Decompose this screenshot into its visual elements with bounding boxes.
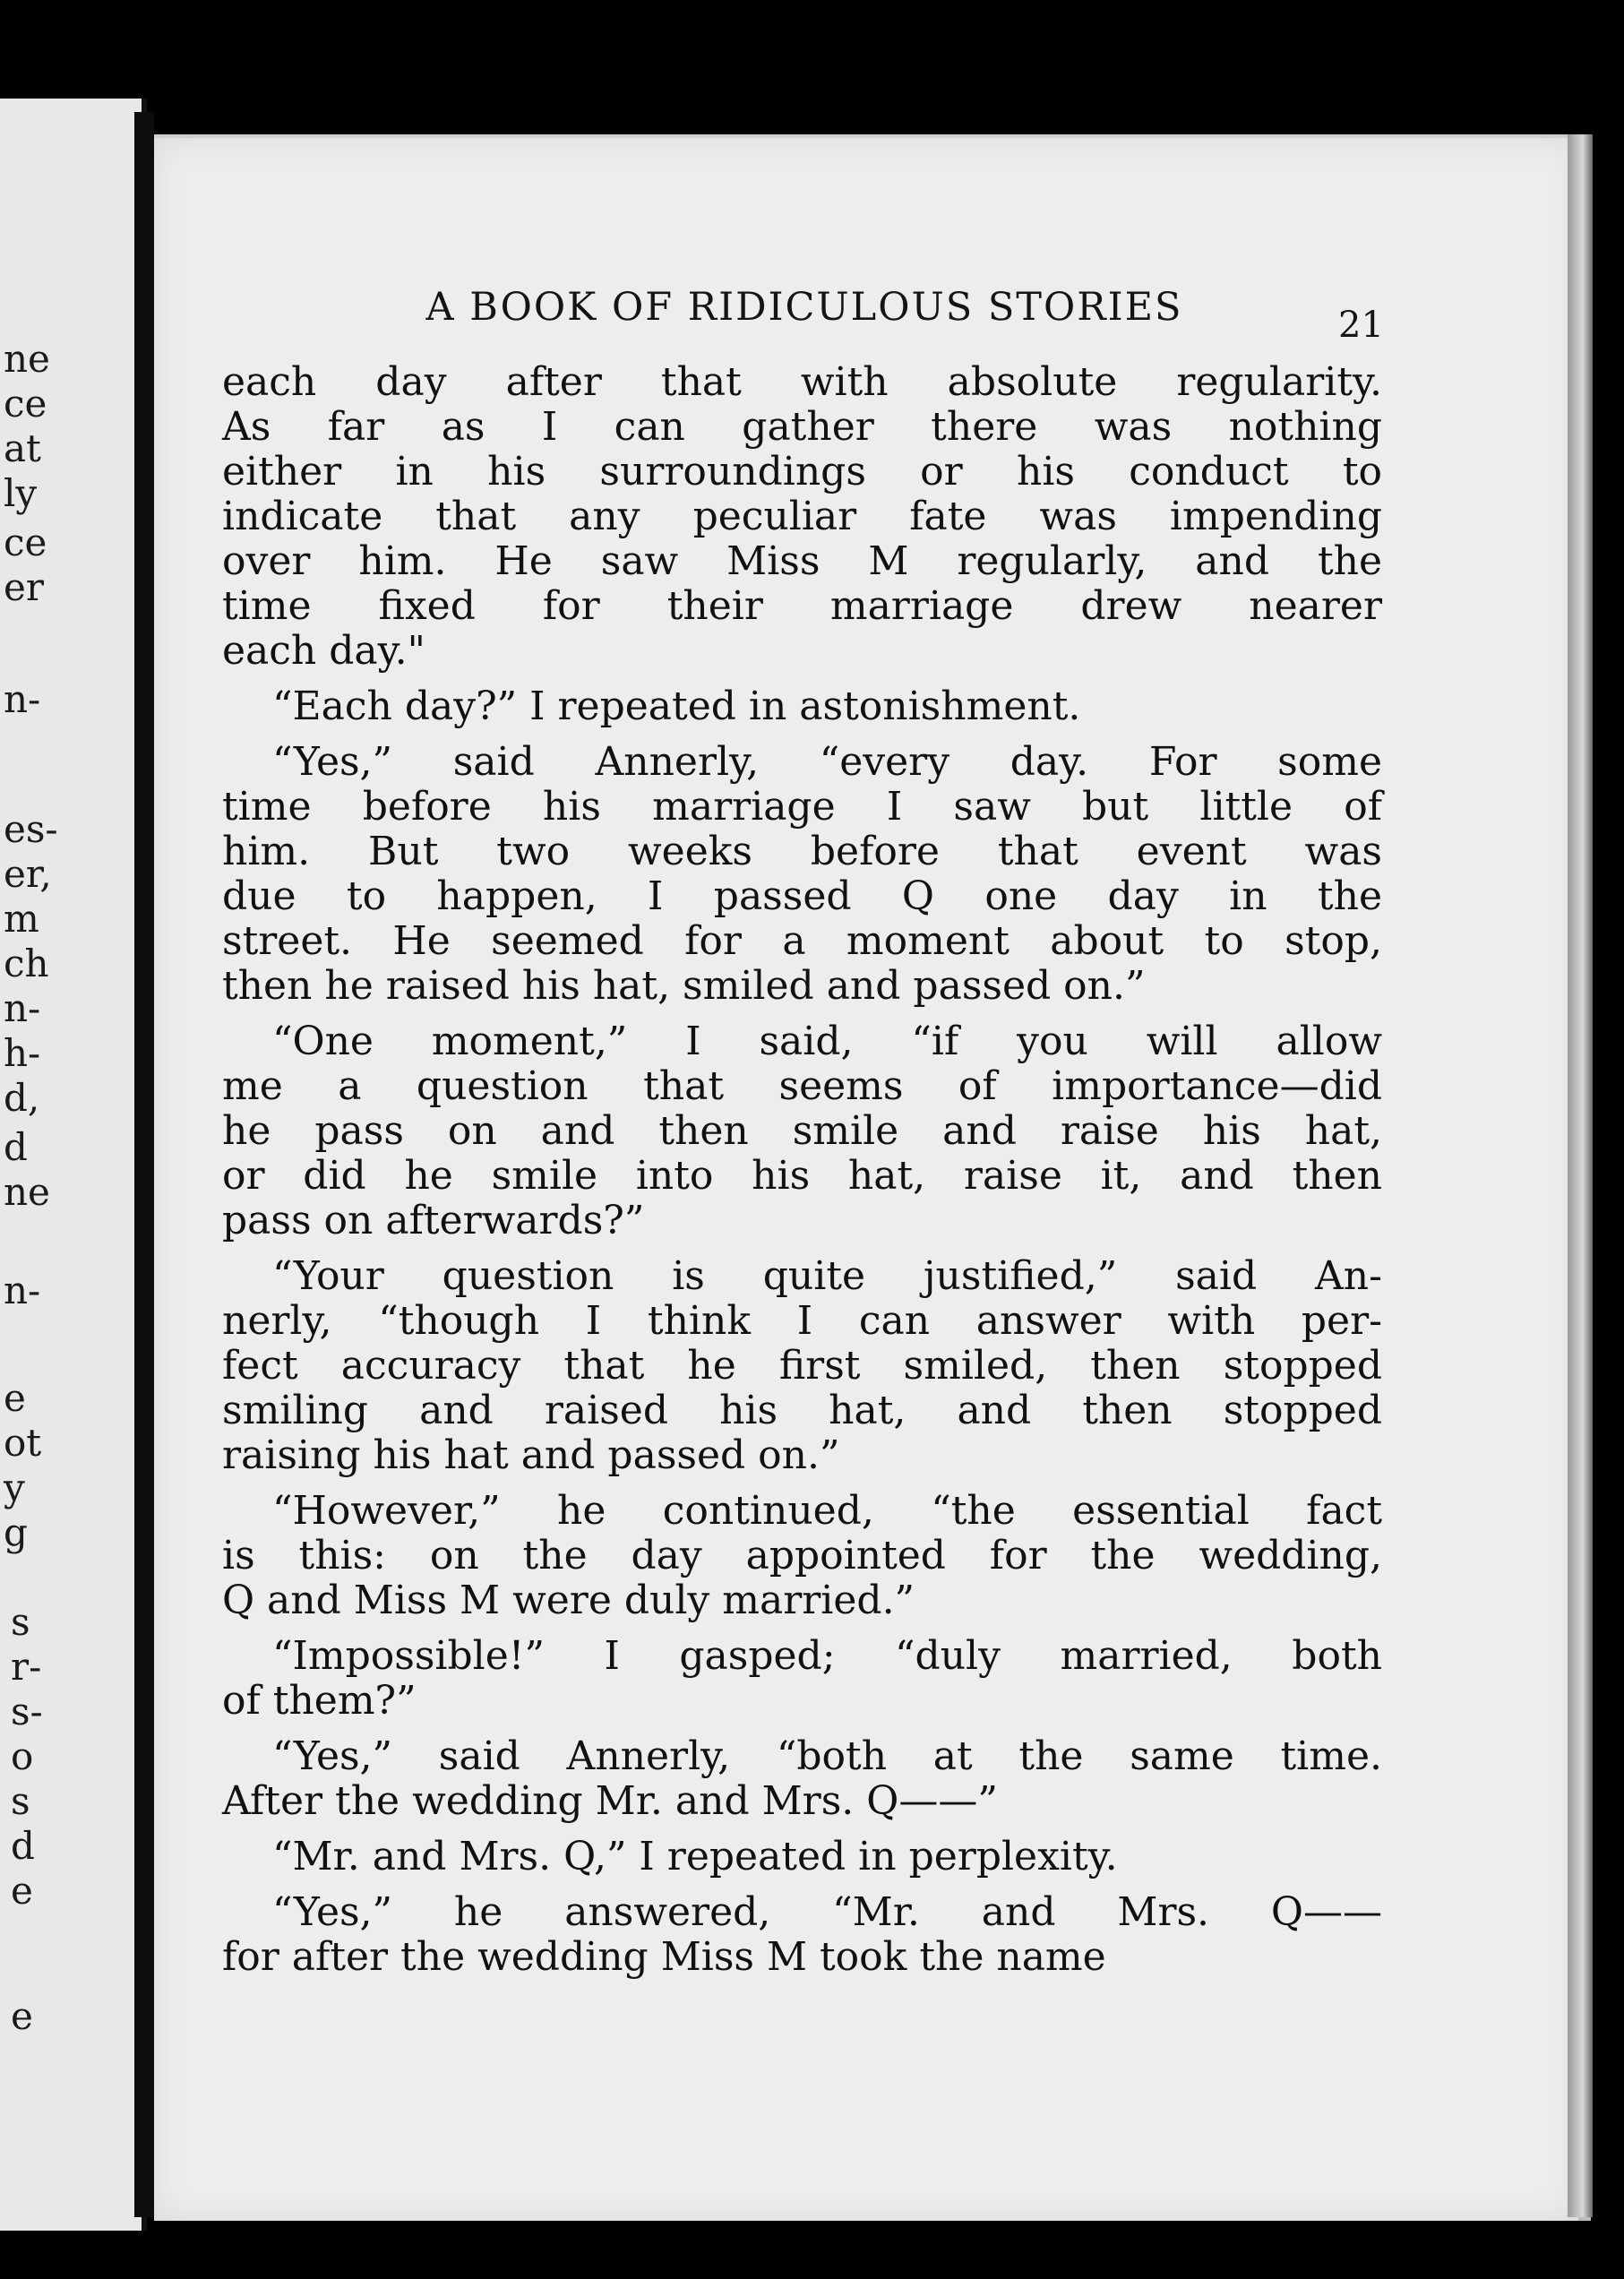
left-page-text-fragment: ly — [4, 471, 38, 515]
text-line: “However,” he continued, “the essential fact — [272, 1488, 1382, 1534]
left-page-text-fragment: at — [4, 426, 41, 470]
left-page-fragment — [0, 99, 147, 2231]
text-line: As far as I can gather there was nothing — [222, 404, 1382, 450]
left-page-text-fragment: er — [4, 565, 44, 609]
paragraph — [222, 1835, 1382, 1879]
left-page-text-fragment: es- — [4, 807, 58, 851]
paragraph — [222, 1019, 1382, 1243]
left-page-text-fragment: n- — [4, 677, 41, 721]
left-page-text-fragment: s- — [11, 1690, 43, 1733]
running-head: A BOOK OF RIDICULOUS STORIES — [425, 285, 1183, 330]
text-line: time before his marriage I saw but little of — [222, 784, 1382, 830]
text-line: time fixed for their marriage drew nearer — [222, 583, 1382, 629]
paragraph — [222, 1890, 1382, 1980]
text-line: of them?” — [222, 1678, 417, 1724]
text-line: raising his hat and passed on.” — [222, 1432, 840, 1478]
left-page-text-fragment: g — [4, 1510, 28, 1554]
text-line: smiling and raised his hat, and then stopped — [222, 1388, 1382, 1433]
left-page-text-fragment: e — [4, 1376, 26, 1420]
text-line: “Yes,” he answered, “Mr. and Mrs. Q—— — [272, 1889, 1382, 1935]
left-page-text-fragment: e — [11, 1994, 33, 2038]
paragraph — [222, 1254, 1382, 1478]
text-line: or did he smile into his hat, raise it, and then — [222, 1153, 1382, 1199]
paragraph — [222, 360, 1382, 674]
paragraph — [222, 1634, 1382, 1724]
left-page-text-fragment: m — [4, 897, 39, 941]
paragraph — [222, 740, 1382, 1009]
text-line: street. He seemed for a moment about to stop, — [222, 918, 1382, 964]
text-line: either in his surroundings or his conduct to — [222, 449, 1382, 494]
text-line: he pass on and then smile and raise his hat, — [222, 1108, 1382, 1154]
page-number: 21 — [1338, 305, 1384, 346]
text-line: nerly, “though I think I can answer with per- — [222, 1298, 1382, 1344]
text-line: “Mr. and Mrs. Q,” I repeated in perplexity. — [272, 1834, 1118, 1879]
text-line: each day." — [222, 628, 425, 674]
left-page-text-fragment: e — [11, 1869, 33, 1913]
paragraph — [222, 1734, 1382, 1824]
left-page-text-fragment: n- — [4, 986, 41, 1030]
text-line: indicate that any peculiar fate was impending — [222, 494, 1382, 539]
text-line: is this: on the day appointed for the wedding, — [222, 1533, 1382, 1578]
text-line: “Each day?” I repeated in astonishment. — [272, 684, 1081, 729]
paragraph — [222, 1489, 1382, 1623]
text-line: then he raised his hat, smiled and passed on.” — [222, 963, 1146, 1009]
left-page-text-fragment: ne — [4, 1170, 50, 1214]
left-page-text-fragment: ce — [4, 382, 47, 426]
left-page-text-fragment: d, — [4, 1076, 40, 1120]
text-line: due to happen, I passed Q one day in the — [222, 873, 1382, 919]
left-page-text-fragment: ch — [4, 942, 49, 985]
text-line: “Impossible!” I gasped; “duly married, both — [272, 1633, 1382, 1679]
left-page-text-fragment: s — [11, 1600, 30, 1644]
left-page-text-fragment: s — [11, 1779, 30, 1823]
left-page-text-fragment: ot — [4, 1421, 42, 1465]
text-line: pass on afterwards?” — [222, 1198, 645, 1243]
left-page-text-fragment: d — [4, 1125, 28, 1169]
text-line: “Yes,” said Annerly, “both at the same time. — [272, 1733, 1382, 1779]
left-page-text-fragment: n- — [4, 1268, 41, 1312]
page-edge — [1568, 134, 1593, 2217]
text-line: over him. He saw Miss M regularly, and the — [222, 538, 1382, 584]
book-gutter — [134, 112, 154, 2217]
left-page-text-fragment: r- — [11, 1645, 42, 1689]
text-line: “Yes,” said Annerly, “every day. For some — [272, 739, 1382, 785]
left-page-text-fragment: d — [11, 1824, 35, 1868]
text-line: “One moment,” I said, “if you will allow — [272, 1019, 1382, 1064]
left-page-text-fragment: er, — [4, 852, 52, 896]
text-line: for after the wedding Miss M took the name — [222, 1934, 1106, 1980]
text-line: fect accuracy that he first smiled, then stopped — [222, 1343, 1382, 1389]
text-line: Q and Miss M were duly married.” — [222, 1578, 915, 1623]
paragraph — [222, 684, 1382, 729]
text-line: me a question that seems of importance—did — [222, 1063, 1382, 1109]
left-page-text-fragment: y — [4, 1466, 25, 1509]
text-line: each day after that with absolute regularity. — [222, 359, 1382, 405]
left-page-text-fragment: ne — [4, 337, 50, 381]
left-page-text-fragment: h- — [4, 1031, 41, 1075]
text-line: After the wedding Mr. and Mrs. Q——” — [222, 1778, 998, 1824]
left-page-text-fragment: o — [11, 1734, 34, 1778]
body-text — [222, 360, 1382, 1991]
text-line: him. But two weeks before that event was — [222, 829, 1382, 874]
left-page-text-fragment: ce — [4, 520, 47, 564]
text-line: “Your question is quite justified,” said An- — [272, 1253, 1382, 1299]
